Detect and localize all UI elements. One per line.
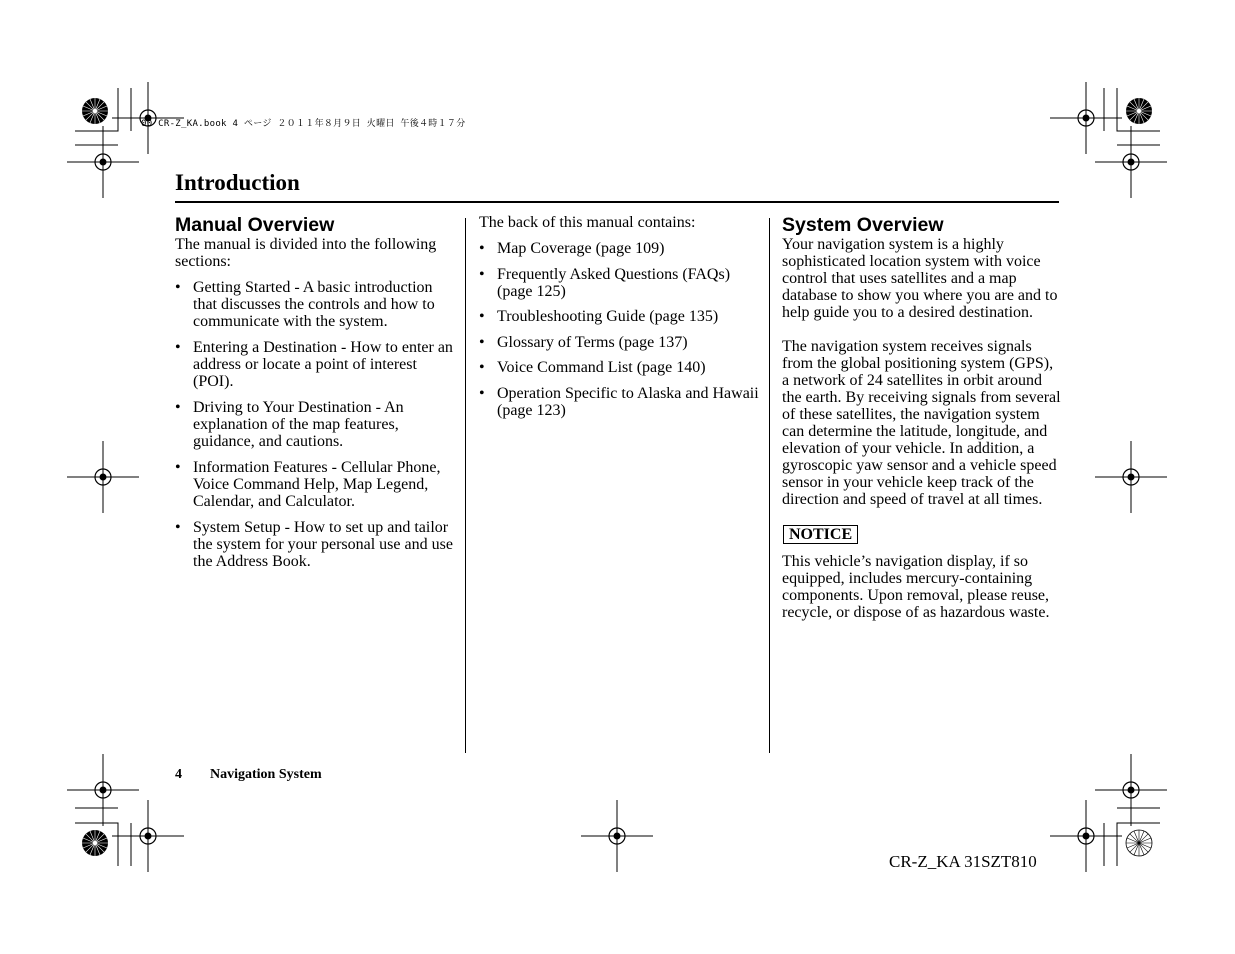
document-code: CR-Z_KA 31SZT810 xyxy=(889,852,1037,871)
manual-sections-list xyxy=(175,279,455,570)
page-number: 4 xyxy=(175,767,182,782)
notice-badge: NOTICE xyxy=(783,525,858,544)
list-item: • Voice Command List (page 140) xyxy=(479,359,759,376)
list-item: • Information Features - Cellular Phone, Voice Command Help, Map Legend, Calendar, and Calculator. xyxy=(175,459,455,510)
footer-section-title: Navigation System xyxy=(210,767,322,782)
page-title: Introduction xyxy=(175,170,300,195)
list-item: • Getting Started - A basic introduction that discusses the controls and how to communicate with the system. xyxy=(175,279,455,330)
column-divider-1 xyxy=(465,218,466,753)
system-overview-paragraph: Your navigation system is a highly sophisticated location system with voice control that uses satellites and a map database to show you where you are and to help guide you to a desired destination. xyxy=(782,236,1058,321)
back-of-manual-list xyxy=(479,240,759,419)
gps-paragraph: The navigation system receives signals from the global positioning system (GPS), a network of 24 satellites in orbit around the earth. By receiving signals from several of these satellites, the navigation system can determine the latitude, longitude, and elevation of your vehicle. In addition, a gyroscopic yaw sensor and a vehicle speed sensor in your vehicle keep track of the direction and speed of travel at all times. xyxy=(782,338,1061,508)
list-item: • Driving to Your Destination - An explanation of the map features, guidance, and cautions. xyxy=(175,399,455,450)
list-item: • Glossary of Terms (page 137) xyxy=(479,334,759,351)
list-item: • Map Coverage (page 109) xyxy=(479,240,759,257)
header-rule xyxy=(175,201,1059,203)
list-item: • Operation Specific to Alaska and Hawaii (page 123) xyxy=(479,385,759,419)
manual-overview-section xyxy=(175,214,455,570)
list-item: • Frequently Asked Questions (FAQs) (page 125) xyxy=(479,266,759,300)
column-divider-2 xyxy=(769,218,770,753)
back-of-manual-section xyxy=(479,214,759,419)
system-overview-section xyxy=(782,214,1062,621)
list-item: • Troubleshooting Guide (page 135) xyxy=(479,308,759,325)
system-overview-heading: System Overview xyxy=(782,214,944,236)
list-item: • System Setup - How to set up and tailor the system for your personal use and use the Address Book. xyxy=(175,519,455,570)
print-slug: 00 CR-Z_KA.book 4 ページ ２０１１年８月９日 火曜日 午後４時１７分 xyxy=(141,119,466,129)
back-of-manual-intro: The back of this manual contains: xyxy=(479,214,696,231)
notice-text: This vehicle’s navigation display, if so equipped, includes mercury-containing components. Upon removal, please reuse, recycle, or dispose of as hazardous waste. xyxy=(782,553,1050,621)
manual-overview-heading: Manual Overview xyxy=(175,214,335,236)
list-item: • Entering a Destination - How to enter an address or locate a point of interest (POI). xyxy=(175,339,455,390)
manual-overview-intro: The manual is divided into the following sections: xyxy=(175,236,437,270)
